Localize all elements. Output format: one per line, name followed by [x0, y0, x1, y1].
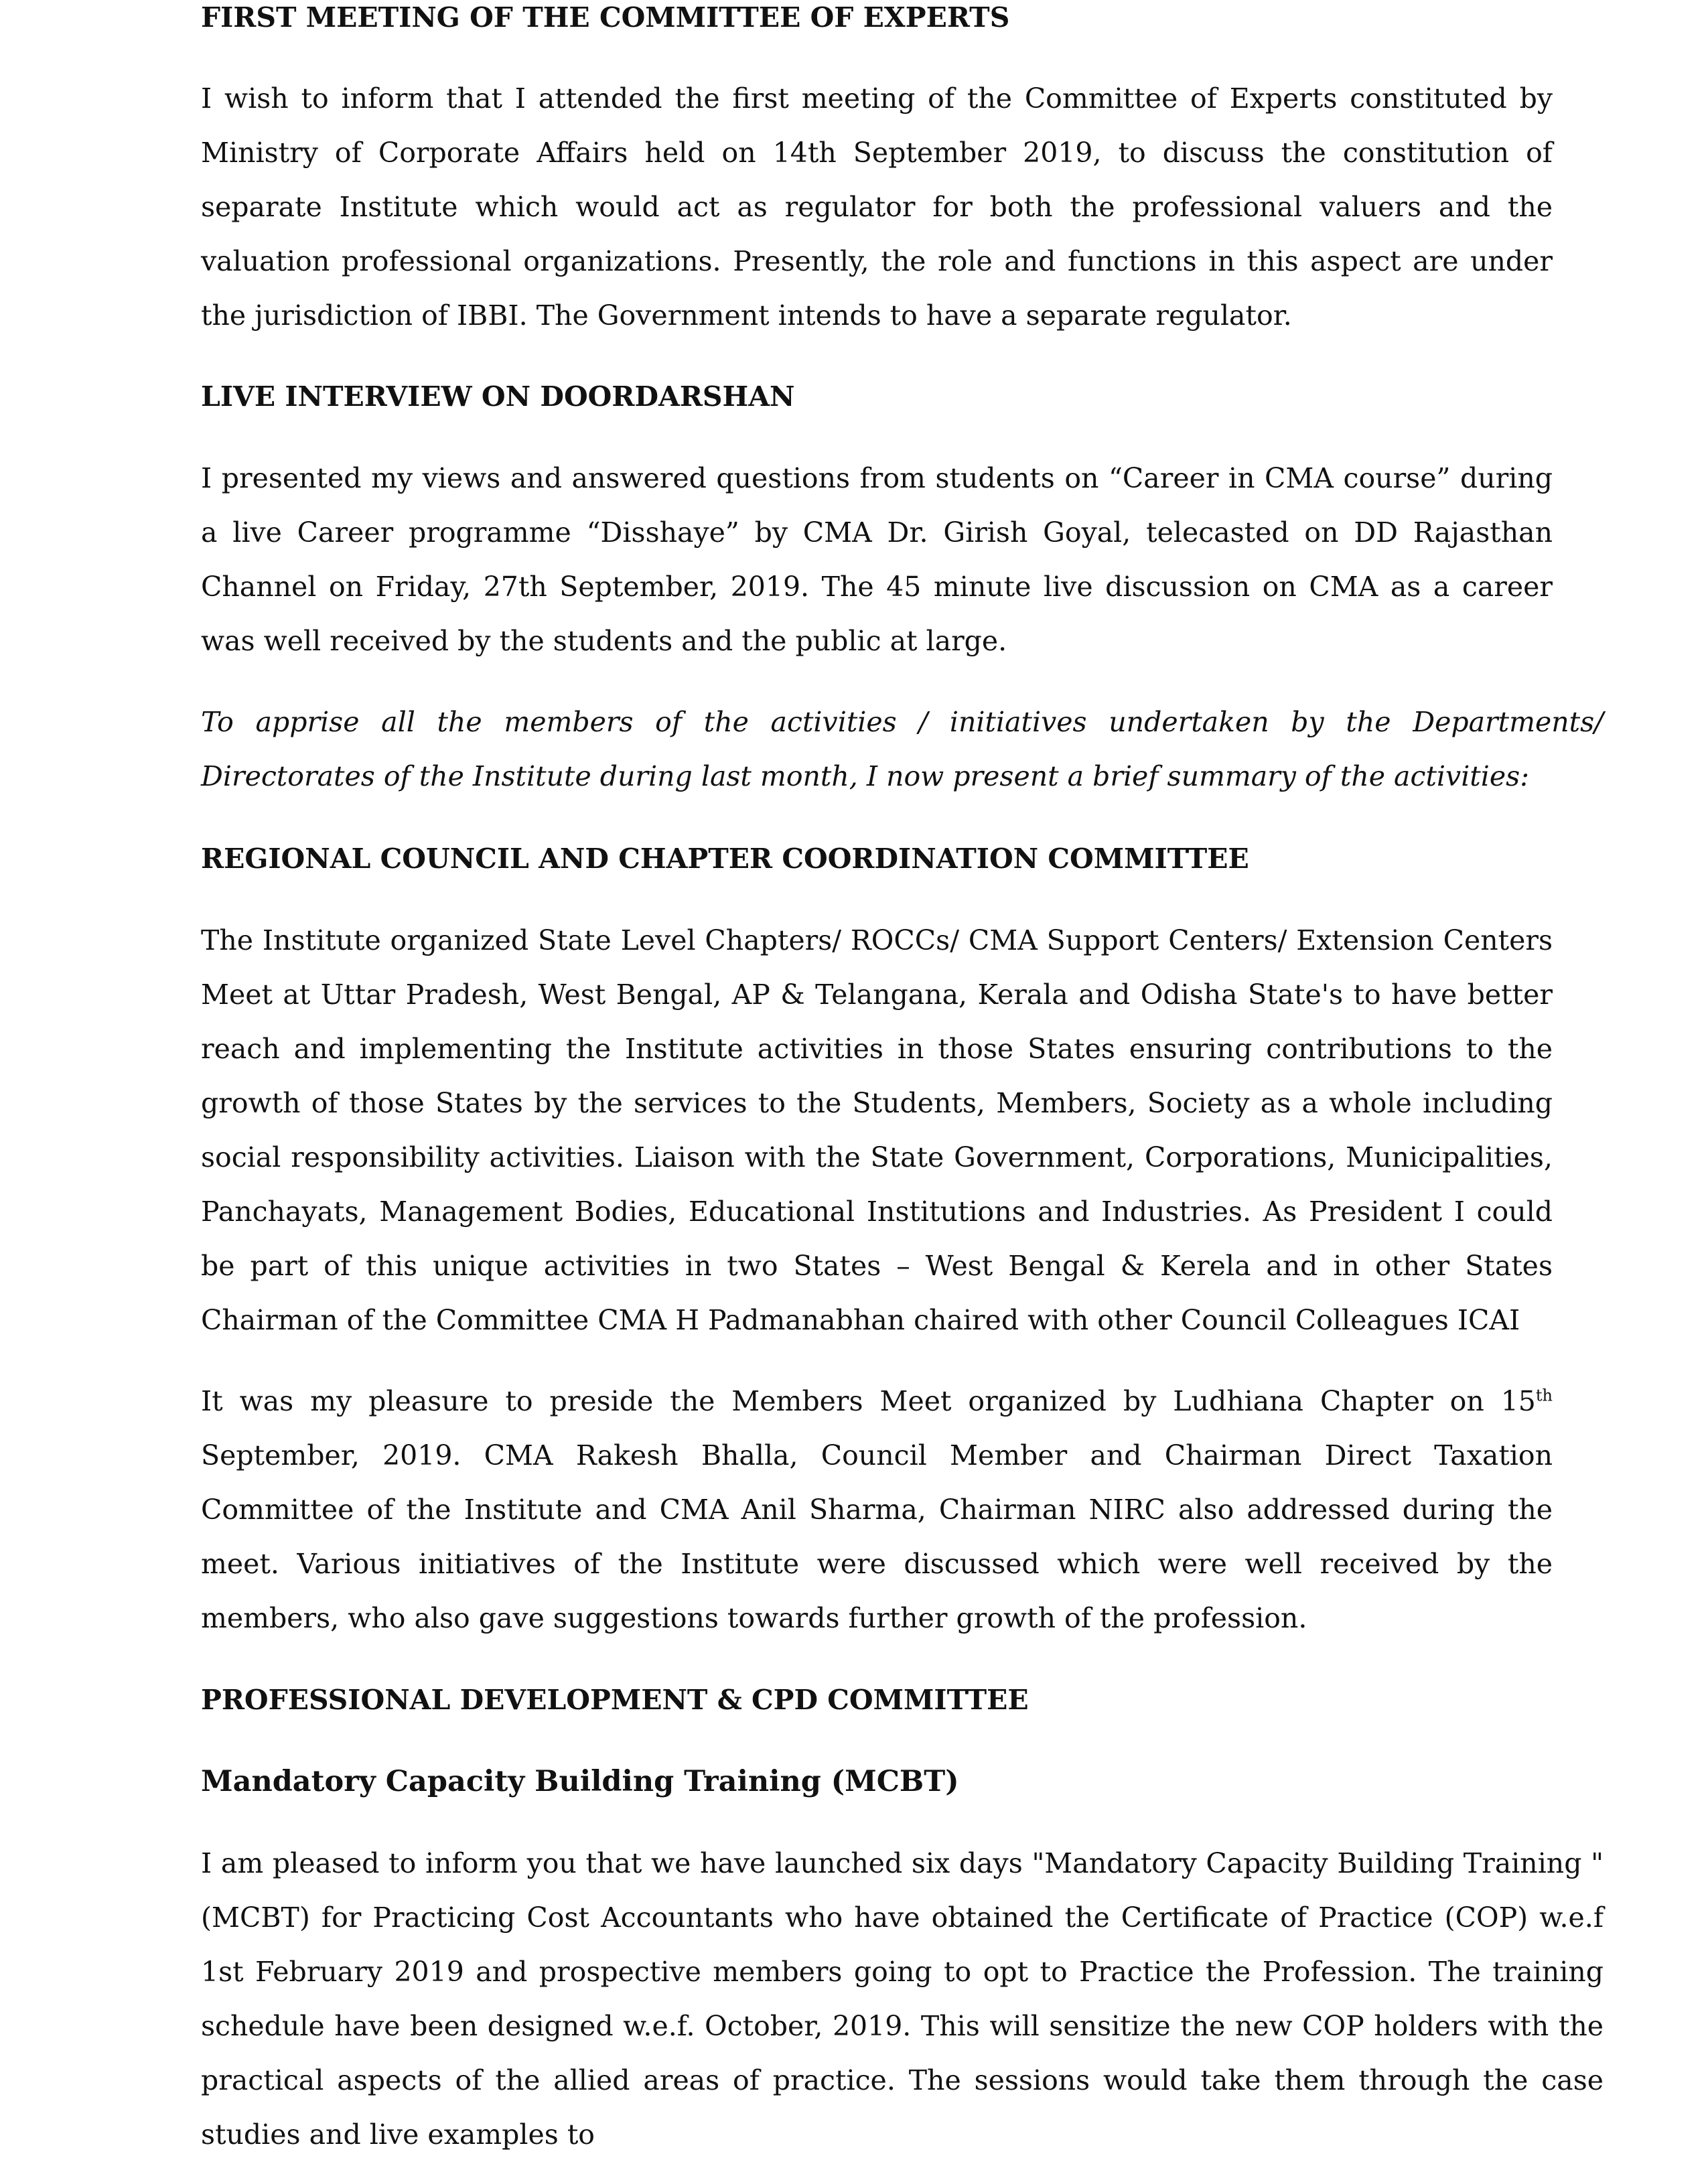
heading-committee-of-experts: FIRST MEETING OF THE COMMITTEE OF EXPERTS: [201, 1, 1010, 33]
heading-professional-development: PROFESSIONAL DEVELOPMENT & CPD COMMITTEE: [201, 1684, 1029, 1716]
paragraph-regional-council: The Institute organized State Level Chapters/ ROCCs/ CMA Support Centers/ Extension Centers Meet at Uttar Pradesh, West Bengal, AP & Telangana, Kerala and Odisha State's to have better reach and implementing the Institute activities in those States ensuring contributions to the growth of those States by the services to the Students, Members, Society as a whole including social responsibility activities. Liaison with the State Government, Corporations, Municipalities, Panchayats, Management Bodies, Educational Institutions and Industries. As President I could be part of this unique activities in two States – West Bengal & Kerela and in other States Chairman of the Committee CMA H Padmanabhan chaired with other Council Colleagues ICAI: [201, 924, 1553, 1336]
ludhiana-text-start: It was my pleasure to preside the Members Meet organized by Ludhiana Chapter on 15: [201, 1385, 1536, 1417]
ludhiana-text-end: September, 2019. CMA Rakesh Bhalla, Council Member and Chairman Direct Taxation Committee of the Institute and CMA Anil Sharma, Chairman NIRC also addressed during the meet. Various initiatives of the Institute were discussed which were well received by the members, who also gave suggestions towards further growth of the profession.: [201, 1439, 1553, 1634]
paragraph-activities-summary: To apprise all the members of the activities / initiatives undertaken by the Departments/ Directorates of the Institute during last month, I now present a brief summary of the activities:: [201, 706, 1604, 792]
paragraph-mcbt: I am pleased to inform you that we have launched six days "Mandatory Capacity Building Training "(MCBT) for Practicing Cost Accountants who have obtained the Certificate of Practice (COP) w.e.f 1st February 2019 and prospective members going to opt to Practice the Profession. The training schedule have been designed w.e.f. October, 2019. This will sensitize the new COP holders with the practical aspects of the allied areas of practice. The sessions would take them through the case studies and live examples to: [201, 1847, 1604, 2151]
heading-regional-council: REGIONAL COUNCIL AND CHAPTER COORDINATION COMMITTEE: [201, 843, 1249, 875]
subheading-mcbt: Mandatory Capacity Building Training (MCBT): [201, 1765, 959, 1798]
paragraph-ludhiana-meet: [201, 1374, 1553, 1646]
ordinal-suffix: th: [1535, 1386, 1553, 1405]
heading-live-interview: LIVE INTERVIEW ON DOORDARSHAN: [201, 380, 795, 413]
paragraph-committee-of-experts: I wish to inform that I attended the first meeting of the Committee of Experts constituted by Ministry of Corporate Affairs held on 14th September 2019, to discuss the constitution of separate Institute which would act as regulator for both the professional valuers and the valuation professional organizations. Presently, the role and functions in this aspect are under the jurisdiction of IBBI. The Government intends to have a separate regulator.: [201, 82, 1553, 332]
paragraph-live-interview: I presented my views and answered questions from students on “Career in CMA course” during a live Career programme “Disshaye” by CMA Dr. Girish Goyal, telecasted on DD Rajasthan Channel on Friday, 27th September, 2019. The 45 minute live discussion on CMA as a career was well received by the students and the public at large.: [201, 462, 1553, 657]
